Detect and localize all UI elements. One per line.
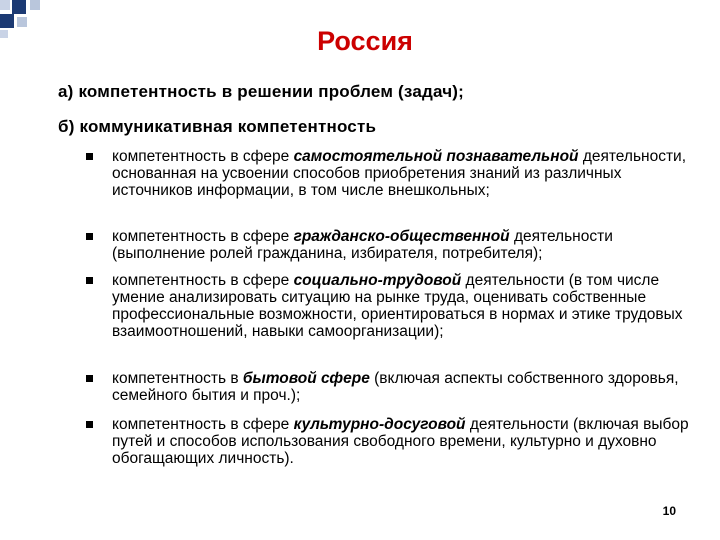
item-text-before: компетентность в сфере [112, 416, 294, 433]
intro-line-b: б) коммуникативная компетентность [58, 117, 377, 136]
item-text-after: деятельности, основанная на усвоении способов приобретения знаний из различных источников информации, в том числе внешкольных; [112, 148, 687, 199]
bullet-icon [86, 421, 93, 428]
item-text-emphasis: самостоятельной познавательной [293, 148, 579, 165]
item-text-after: деятельности (в том числе умение анализировать ситуацию на рынке труда, оценивать собственные профессиональные возможности, ориентироваться в нормах и этике трудовых взаимоотношений, навыки самоорганизации); [112, 272, 683, 340]
list-item [86, 370, 698, 404]
list-item [86, 228, 698, 262]
item-text-after: (включая аспекты собственного здоровья, семейного бытия и проч.); [112, 370, 679, 404]
bullet-icon [86, 375, 93, 382]
item-text-after: деятельности (выполнение ролей гражданина, избирателя, потребителя); [112, 228, 613, 262]
item-text-after: деятельности (включая выбор путей и способов использования свободного времени, культурно и духовно обогащающих личность). [112, 416, 689, 467]
item-text-before: компетентность в сфере [112, 148, 294, 165]
list-item [86, 416, 698, 467]
list-item [86, 148, 698, 199]
item-text-emphasis: социально-трудовой [293, 272, 462, 289]
item-text-emphasis: культурно-досуговой [293, 416, 466, 433]
bullet-icon [86, 153, 93, 160]
item-text-before: компетентность в сфере [112, 228, 294, 245]
item-text-before: компетентность в [112, 370, 243, 387]
bullet-icon [86, 277, 93, 284]
item-text-emphasis: гражданско-общественной [293, 228, 510, 245]
page-number: 10 [662, 504, 676, 518]
intro-line-a: а) компетентность в решении проблем (задач); [58, 82, 465, 101]
item-text-before: компетентность в сфере [112, 272, 294, 289]
bullet-icon [86, 233, 93, 240]
item-text-emphasis: бытовой сфере [242, 370, 370, 387]
list-item [86, 272, 698, 340]
page-title: Россия [317, 26, 413, 56]
